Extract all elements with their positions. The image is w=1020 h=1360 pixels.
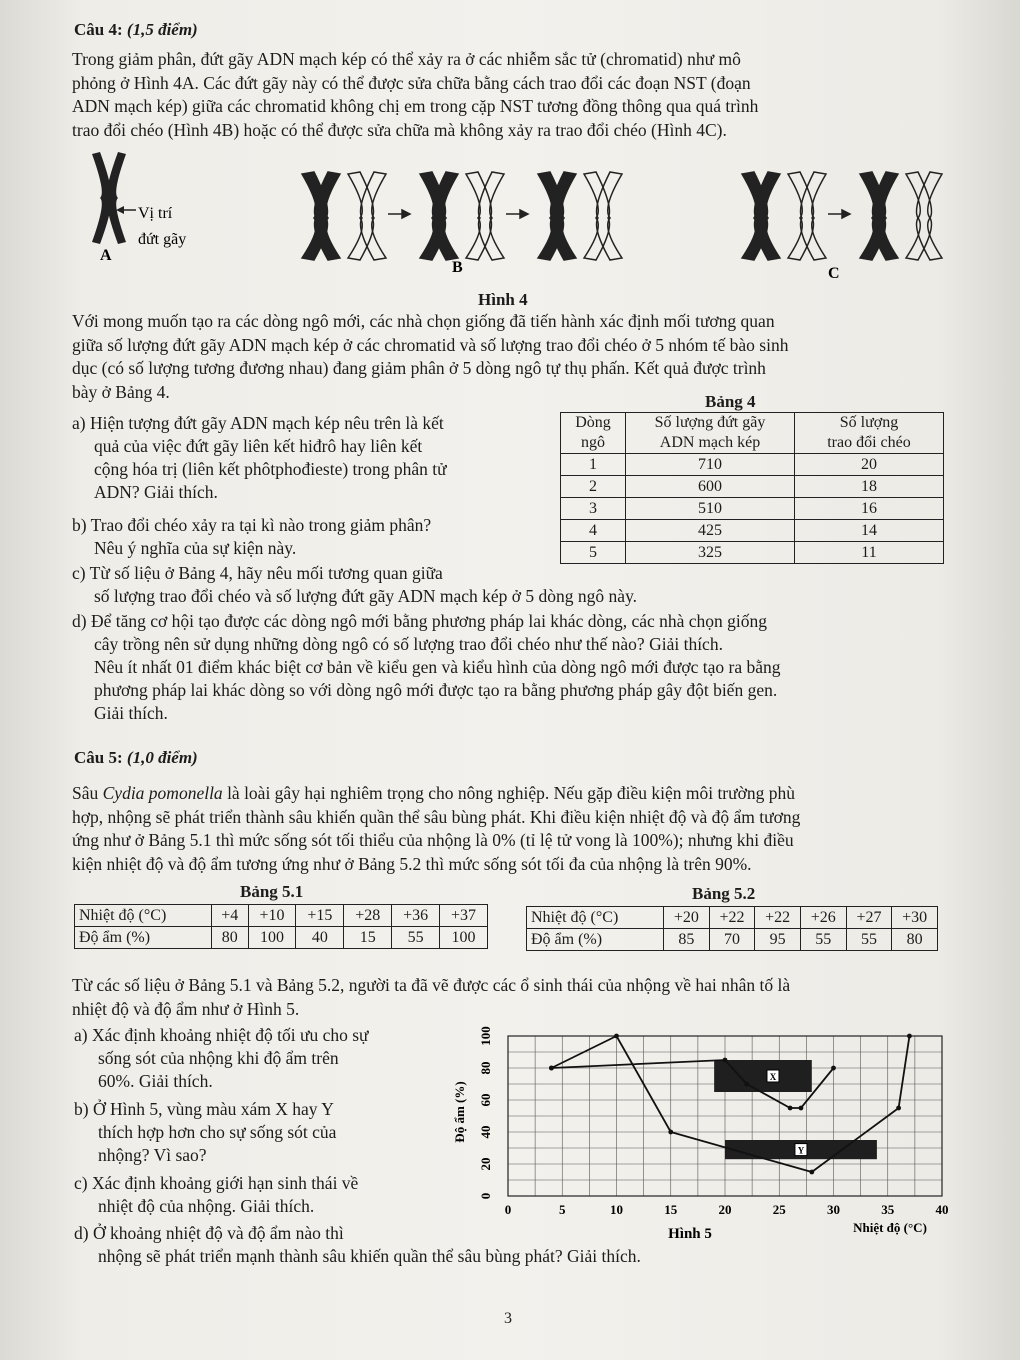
x-tick-label: 40 — [935, 1202, 949, 1217]
question-5d: d) Ở khoảng nhiệt độ và độ ẩm nào thì nhộng sẽ phát triển mạnh thành sâu khiến quần thể sâu bùng phát? Giải thích. — [74, 1223, 641, 1266]
data-point — [788, 1106, 793, 1111]
figure-4-chromosomes — [70, 148, 950, 288]
x-tick-label: 0 — [504, 1202, 512, 1217]
y-tick-label: 20 — [478, 1157, 493, 1171]
figure-5-chart — [450, 1022, 950, 1244]
question-4a: a) Hiện tượng đứt gãy ADN mạch kép nêu trên là kết quả của việc đứt gãy liên kết hiđrô hay liên kết cộng hóa trị (liên kết phôtphođieste) trong phân tử ADN? Giải thích. — [72, 413, 447, 502]
y-tick-label: 0 — [478, 1192, 493, 1200]
question-4-context: Với mong muốn tạo ra các dòng ngô mới, các nhà chọn giống đã tiến hành xác định mối tương quan giữa số lượng đứt gãy ADN mạch kép ở các chromatid và số lượng trao đổi chéo ở 5 nhóm tế bào sinh dục (có số lượng tương đương nhau) đang giảm phân ở 5 dòng ngô tự thụ phấn. Kết quả được trình bày ở Bảng 4. — [72, 311, 789, 402]
region-label-y: Y — [797, 1145, 805, 1156]
figure-4a-pointer-line2: đứt gãy — [138, 231, 187, 248]
y-tick-label: 40 — [478, 1125, 493, 1139]
question-5b: b) Ở Hình 5, vùng màu xám X hay Y thích hợp hơn cho sự sống sót của nhộng? Vì sao? — [74, 1099, 337, 1165]
table-row: Độ ẩm (%) 85 70 95 55 55 80 — [527, 929, 938, 951]
question-4b: b) Trao đổi chéo xảy ra tại kì nào trong giảm phân? Nêu ý nghĩa của sự kiện này. — [72, 515, 432, 558]
question-5a: a) Xác định khoảng nhiệt độ tối ưu cho sự sống sót của nhộng khi độ ẩm trên 60%. Giải thích. — [74, 1025, 369, 1091]
y-tick-label: 80 — [478, 1061, 493, 1075]
figure-4b-chromosomes — [302, 172, 622, 260]
table-4 — [560, 412, 944, 564]
chart-y-ticks — [478, 1026, 493, 1199]
x-tick-label: 10 — [610, 1202, 623, 1217]
data-point — [668, 1130, 673, 1135]
table-row: Nhiệt độ (°C) +20 +22 +22 +26 +27 +30 — [527, 907, 938, 929]
table-4-header: Dòng ngô Số lượng đứt gãy ADN mạch kép Số lượng trao đổi chéo — [561, 413, 944, 454]
x-tick-label: 35 — [881, 1202, 895, 1217]
figure-4c-chromosomes — [742, 172, 942, 260]
data-point — [831, 1066, 836, 1071]
chart-x-ticks — [505, 1202, 949, 1217]
question-4c: c) Từ số liệu ở Bảng 4, hãy nêu mối tương quan giữa số lượng trao đổi chéo và số lượng đứt gãy ADN mạch kép ở 5 dòng ngô này. — [72, 563, 638, 606]
figure-5-caption: Hình 5 — [668, 1226, 712, 1242]
question-5-title: Câu 5: (1,0 điểm) — [74, 748, 198, 767]
table-row: 2 600 18 — [561, 476, 944, 498]
x-tick-label: 30 — [827, 1202, 840, 1217]
figure-4a-chromosome — [92, 152, 136, 244]
table-5-1 — [74, 904, 488, 949]
y-tick-label: 100 — [478, 1026, 493, 1046]
figure-4-caption: Hình 4 — [478, 290, 528, 309]
table-5-2-caption: Bảng 5.2 — [692, 884, 756, 903]
data-point — [896, 1106, 901, 1111]
data-point — [907, 1034, 912, 1039]
table-5-2 — [526, 906, 938, 951]
x-tick-label: 5 — [559, 1202, 566, 1217]
figure-4b-label: B — [452, 259, 463, 276]
question-4-intro: Trong giảm phân, đứt gãy ADN mạch kép có thể xảy ra ở các nhiễm sắc tử (chromatid) như mô phỏng ở Hình 4A. Các đứt gãy này có thể được sửa chữa bằng cách trao đổi các đoạn NST (đoạn ADN mạch kép) giữa các chromatid không chị em trong cặp NST tương đồng thông qua quá trình trao đổi chéo (Hình 4B) hoặc có thể được sửa chữa mà không xảy ra trao đổi chéo (Hình 4C). — [72, 49, 759, 140]
figure-4c-label: C — [828, 265, 840, 282]
table-row: Nhiệt độ (°C) +4 +10 +15 +28 +36 +37 — [75, 905, 488, 927]
table-row: 1 710 20 — [561, 454, 944, 476]
table-5-1-caption: Bảng 5.1 — [240, 882, 304, 901]
question-4d: d) Để tăng cơ hội tạo được các dòng ngô mới bằng phương pháp lai khác dòng, các nhà chọn giống cây trồng nên sử dụng những dòng ngô có số lượng trao đổi chéo như thế nào? Giải thích. Nêu ít nhất 01 điểm khác biệt cơ bản về kiểu gen và kiểu hình của dòng ngô mới được tạo ra bằng phương pháp lai khác dòng so với dòng ngô mới được tạo ra bằng phương pháp gây đột biến gen. Giải thích. — [72, 611, 781, 723]
table-row: 5 325 11 — [561, 542, 944, 564]
x-tick-label: 25 — [772, 1202, 786, 1217]
data-point — [809, 1170, 814, 1175]
data-point — [614, 1034, 619, 1039]
table-4-caption: Bảng 4 — [705, 392, 756, 411]
figure-4a-label: A — [100, 247, 112, 264]
question-5-intro: Sâu Cydia pomonella là loài gây hại nghiêm trọng cho nông nghiệp. Nếu gặp điều kiện môi trường phù hợp, nhộng sẽ phát triển thành sâu khiến quần thể sâu bùng phát. Khi điều kiện nhiệt độ và độ ẩm tương ứng như ở Bảng 5.1 thì mức sống sót tối thiểu của nhộng là 0% (tỉ lệ tử vong là 100%); nhưng khi điều kiện nhiệt độ và độ ẩm tương ứng như ở Bảng 5.2 thì mức sống sót tối đa của nhộng là trên 90%. — [72, 783, 801, 874]
table-row: 3 510 16 — [561, 498, 944, 520]
table-row: Độ ẩm (%) 80 100 40 15 55 100 — [75, 927, 488, 949]
question-4-title: Câu 4: (1,5 điểm) — [74, 20, 198, 39]
table-row: 4 425 14 — [561, 520, 944, 542]
figure-4a-pointer-line1: Vị trí — [138, 205, 173, 222]
question-5c: c) Xác định khoảng giới hạn sinh thái về nhiệt độ của nhộng. Giải thích. — [74, 1173, 359, 1216]
chart-y-axis-label: Độ ẩm (%) — [452, 1081, 467, 1143]
data-point — [723, 1058, 728, 1063]
x-tick-label: 15 — [664, 1202, 678, 1217]
region-label-x: X — [769, 1072, 777, 1082]
chart-x-axis-label: Nhiệt độ (°C) — [853, 1220, 927, 1235]
data-point — [744, 1082, 749, 1087]
question-5-context: Từ các số liệu ở Bảng 5.1 và Bảng 5.2, người ta đã vẽ được các ổ sinh thái của nhộng về hai nhân tố là nhiệt độ và độ ẩm như ở Hình 5. — [72, 975, 791, 1019]
data-point — [799, 1106, 804, 1111]
x-tick-label: 20 — [718, 1202, 732, 1217]
y-tick-label: 60 — [478, 1093, 493, 1107]
page-number: 3 — [504, 1310, 512, 1327]
data-point — [549, 1066, 554, 1071]
